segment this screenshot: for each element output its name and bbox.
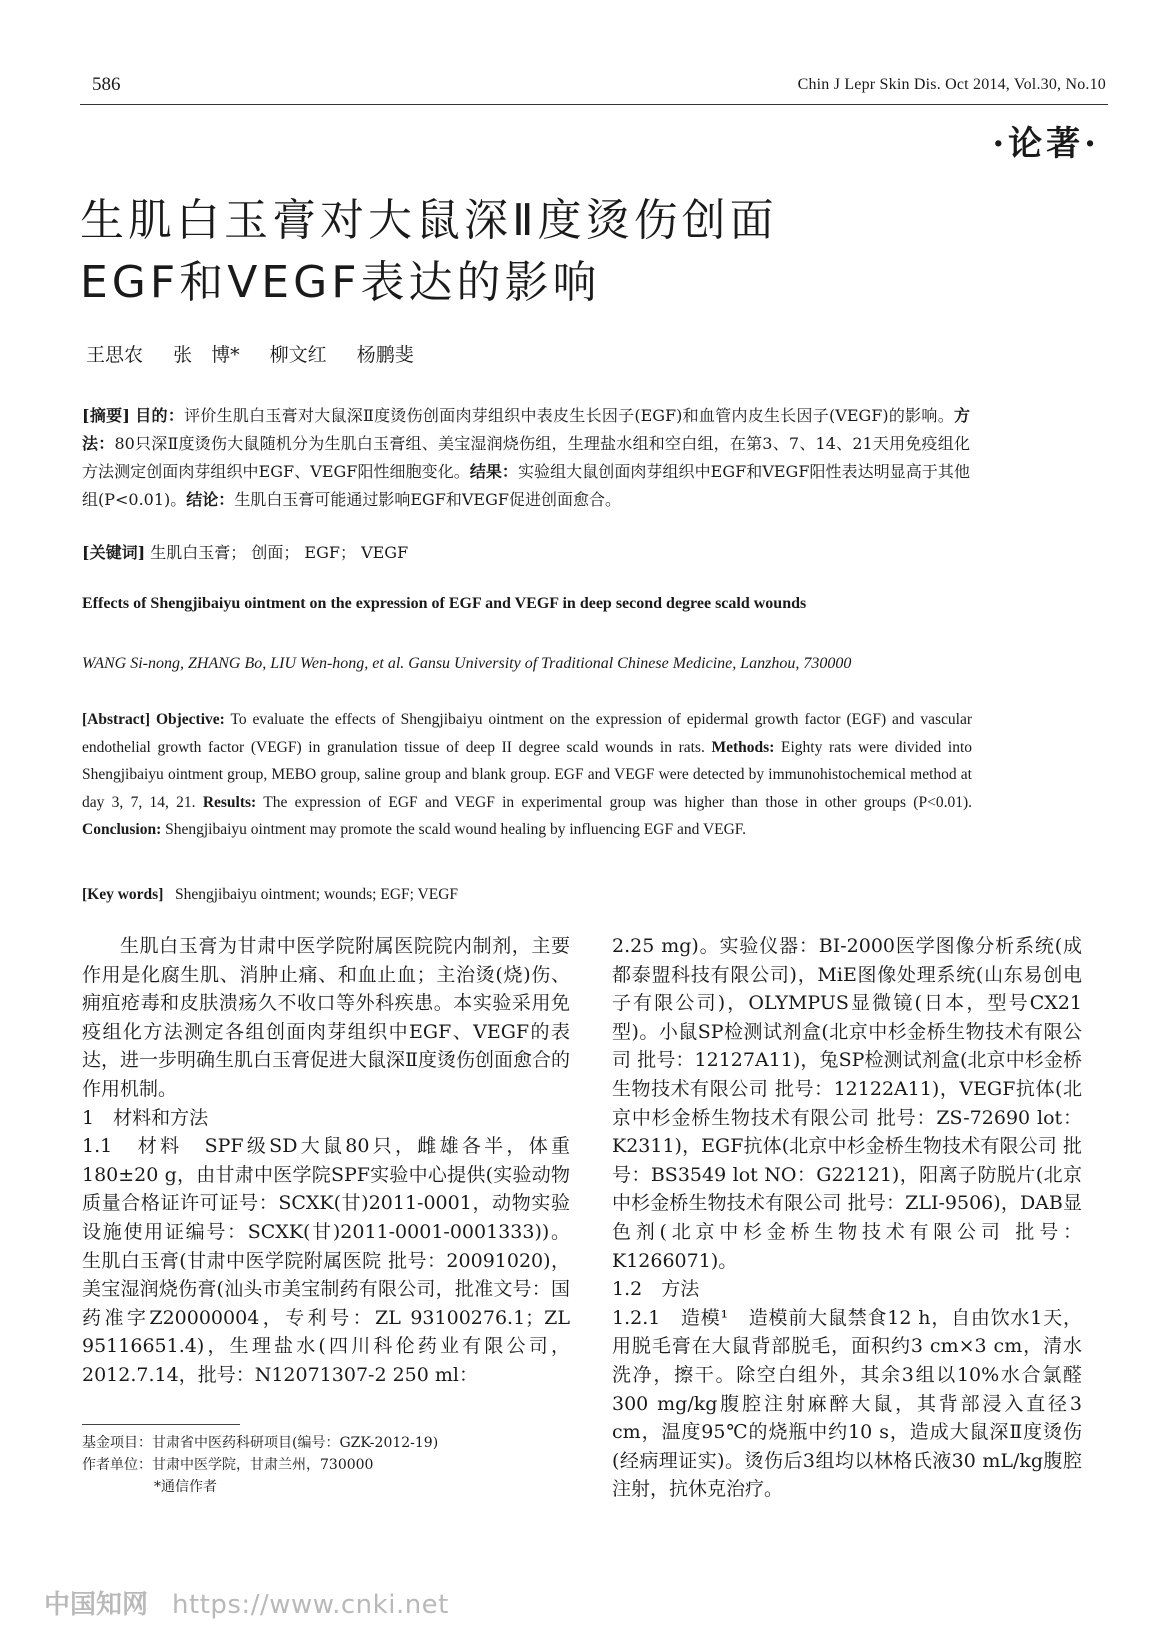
body-column-right bbox=[612, 932, 1082, 1504]
materials-continued: 2.25 mg)。实验仪器：BI-2000医学图像分析系统(成都泰盟科技有限公司)，MiE图像处理系统(山东易创电子有限公司)，OLYMPUS显微镜(日本，型号CX21型)。小鼠SP检测试剂盒(北京中杉金桥生物技术有限公司 批号：12127A11)，兔SP检测试剂盒(北京中杉金桥生物技术有限公司 批号：12122A11)，VEGF抗体(北京中杉金桥生物技术有限公司 批号：ZS-72690 lot：K2311)，EGF抗体(北京中杉金桥生物技术有限公司 批号：BS3549 lot NO：G22121)，阳离子防脱片(北京中杉金桥生物技术有限公司 批号：ZLI-9506)，DAB显色剂(北京中杉金桥生物技术有限公司 批号：K1266071)。 bbox=[612, 935, 1082, 1272]
methods-text: 80只深Ⅱ度烫伤大鼠随机分为生肌白玉膏组、美宝湿润烧伤组，生理盐水组和空白组，在第3、7、14、21天用免疫组化方法测定创面肉芽组织中EGF、VEGF阳性细胞变化。 bbox=[82, 434, 970, 481]
body-column-left bbox=[82, 932, 570, 1390]
abstract-zh bbox=[82, 402, 970, 514]
subsection-heading: 1.2 方法 bbox=[612, 1278, 700, 1301]
watermark-brand: 中国知网 bbox=[44, 1590, 149, 1620]
results-en-label: Results: bbox=[202, 793, 257, 811]
methods-en-label: Methods: bbox=[711, 738, 775, 756]
keywords-text: 生肌白玉膏； 创面； EGF； VEGF bbox=[150, 543, 409, 562]
footnote-fund: 基金项目：甘肃省中医药科研项目(编号：GZK-2012-19) bbox=[82, 1435, 439, 1451]
materials-paragraph: 1.1 材料 SPF级SD大鼠80只，雌雄各半，体重180±20 g，由甘肃中医学院SPF实验中心提供(实验动物质量合格证许可证号：SCXK(甘)2011-0001，动物实验设施使用证编号：SCXK(甘)2011-0001-0001333))。生肌白玉膏(甘肃中医学院附属医院 批号：20091020)，美宝湿润烧伤膏(汕头市美宝制药有限公司，批准文号：国药准字Z20000004，专利号：ZL 93100276.1；ZL 95116651.4)，生理盐水(四川科伦药业有限公司，2012.7.14，批号：N12071307-2 250 ml： bbox=[82, 1135, 570, 1386]
footnote-rule bbox=[82, 1424, 240, 1425]
objective-text: 评价生肌白玉膏对大鼠深Ⅱ度烫伤创面肉芽组织中表皮生长因子(EGF)和血管内皮生长因子(VEGF)的影响。 bbox=[184, 406, 954, 425]
methods-en-text: Eighty rats were divided into Shengjibaiyu ointment group, MEBO group, saline group and blank group. EGF and VEGF were detected by immunohistochemical method at day 3, 7, 14, 21. bbox=[82, 738, 973, 811]
results-en-text: The expression of EGF and VEGF in experimental group was higher than those in other groups (P<0.01). bbox=[263, 793, 972, 811]
results-label: 结果： bbox=[469, 462, 518, 481]
results-text: 实验组大鼠创面肉芽组织中EGF和VEGF阳性表达明显高于其他组(P<0.01)。 bbox=[82, 462, 970, 509]
journal-citation: Chin J Lepr Skin Dis. Oct 2014, Vol.30, No.10 bbox=[797, 76, 1106, 93]
column-tag: ·论著· bbox=[992, 124, 1100, 164]
author: 张 博* bbox=[173, 344, 240, 366]
header-rule bbox=[80, 104, 1108, 105]
keywords-zh bbox=[82, 540, 408, 563]
objective-label: 目的： bbox=[135, 406, 185, 425]
abstract-en-label: [Abstract] bbox=[82, 711, 151, 728]
title-line-2: EGF和VEGF表达的影响 bbox=[80, 257, 601, 308]
cnki-watermark bbox=[44, 1584, 449, 1621]
article-title bbox=[80, 190, 778, 314]
methods-label: 方法： bbox=[82, 406, 970, 453]
footnote-corresponding: *通信作者 bbox=[154, 1479, 217, 1495]
objective-en-text: To evaluate the effects of Shengjibaiyu ointment on the expression of epidermal growth factor (EGF) and vascular endothelial growth factor (VEGF) in granulation tissue of deep II degree scald wounds in rats. bbox=[82, 711, 972, 756]
conclusion-label: 结论： bbox=[186, 490, 235, 509]
author-list bbox=[86, 340, 438, 367]
conclusion-en-text: Shengjibaiyu ointment may promote the scald wound healing by influencing EGF and VEGF. bbox=[165, 821, 747, 838]
footnotes bbox=[82, 1432, 438, 1498]
page-number: 586 bbox=[92, 74, 121, 95]
english-title: Effects of Shengjibaiyu ointment on the expression of EGF and VEGF in deep second degree scald wounds bbox=[82, 595, 807, 612]
keywords-en-text: Shengjibaiyu ointment; wounds; EGF; VEGF bbox=[175, 886, 459, 903]
intro-paragraph: 生肌白玉膏为甘肃中医学院附属医院院内制剂，主要作用是化腐生肌、消肿止痛、和血止血；主治烫(烧)伤、痈疽疮毒和皮肤溃疡久不收口等外科疾患。本实验采用免疫组化方法测定各组创面肉芽组织中EGF、VEGF的表达，进一步明确生肌白玉膏促进大鼠深Ⅱ度烫伤创面愈合的作用机制。 bbox=[82, 935, 570, 1100]
author: 杨鹏斐 bbox=[356, 344, 414, 366]
section-heading: 1 材料和方法 bbox=[82, 1106, 209, 1129]
author: 柳文红 bbox=[269, 344, 327, 366]
conclusion-en-label: Conclusion: bbox=[82, 821, 162, 838]
keywords-en-label: [Key words] bbox=[82, 886, 164, 903]
english-authors: WANG Si-nong, ZHANG Bo, LIU Wen-hong, et al. Gansu University of Traditional Chinese Medicine, Lanzhou, 730000 bbox=[82, 655, 852, 672]
footnote-affiliation: 作者单位：甘肃中医学院，甘肃兰州，730000 bbox=[82, 1457, 374, 1473]
modeling-paragraph: 1.2.1 造模¹ 造模前大鼠禁食12 h，自由饮水1天，用脱毛膏在大鼠背部脱毛，面积约3 cm×3 cm，清水洗净，擦干。除空白组外，其余3组以10%水合氯醛300 mg/kg腹腔注射麻醉大鼠，其背部浸入直径3 cm，温度95℃的烧瓶中约10 s，造成大鼠深Ⅱ度烫伤(经病理证实)。烫伤后3组均以林格氏液30 mL/kg腹腔注射，抗休克治疗。 bbox=[612, 1306, 1082, 1501]
abstract-label: [摘要] bbox=[82, 406, 130, 425]
conclusion-text: 生肌白玉膏可能通过影响EGF和VEGF促进创面愈合。 bbox=[234, 490, 621, 509]
objective-en-label: Objective: bbox=[155, 711, 225, 728]
keywords-en bbox=[82, 886, 458, 904]
author: 王思农 bbox=[86, 344, 144, 366]
abstract-en bbox=[82, 706, 972, 844]
title-line-1: 生肌白玉膏对大鼠深Ⅱ度烫伤创面 bbox=[80, 195, 778, 246]
watermark-url[interactable]: https://www.cnki.net bbox=[172, 1590, 449, 1620]
keywords-label: [关键词] bbox=[82, 543, 146, 562]
